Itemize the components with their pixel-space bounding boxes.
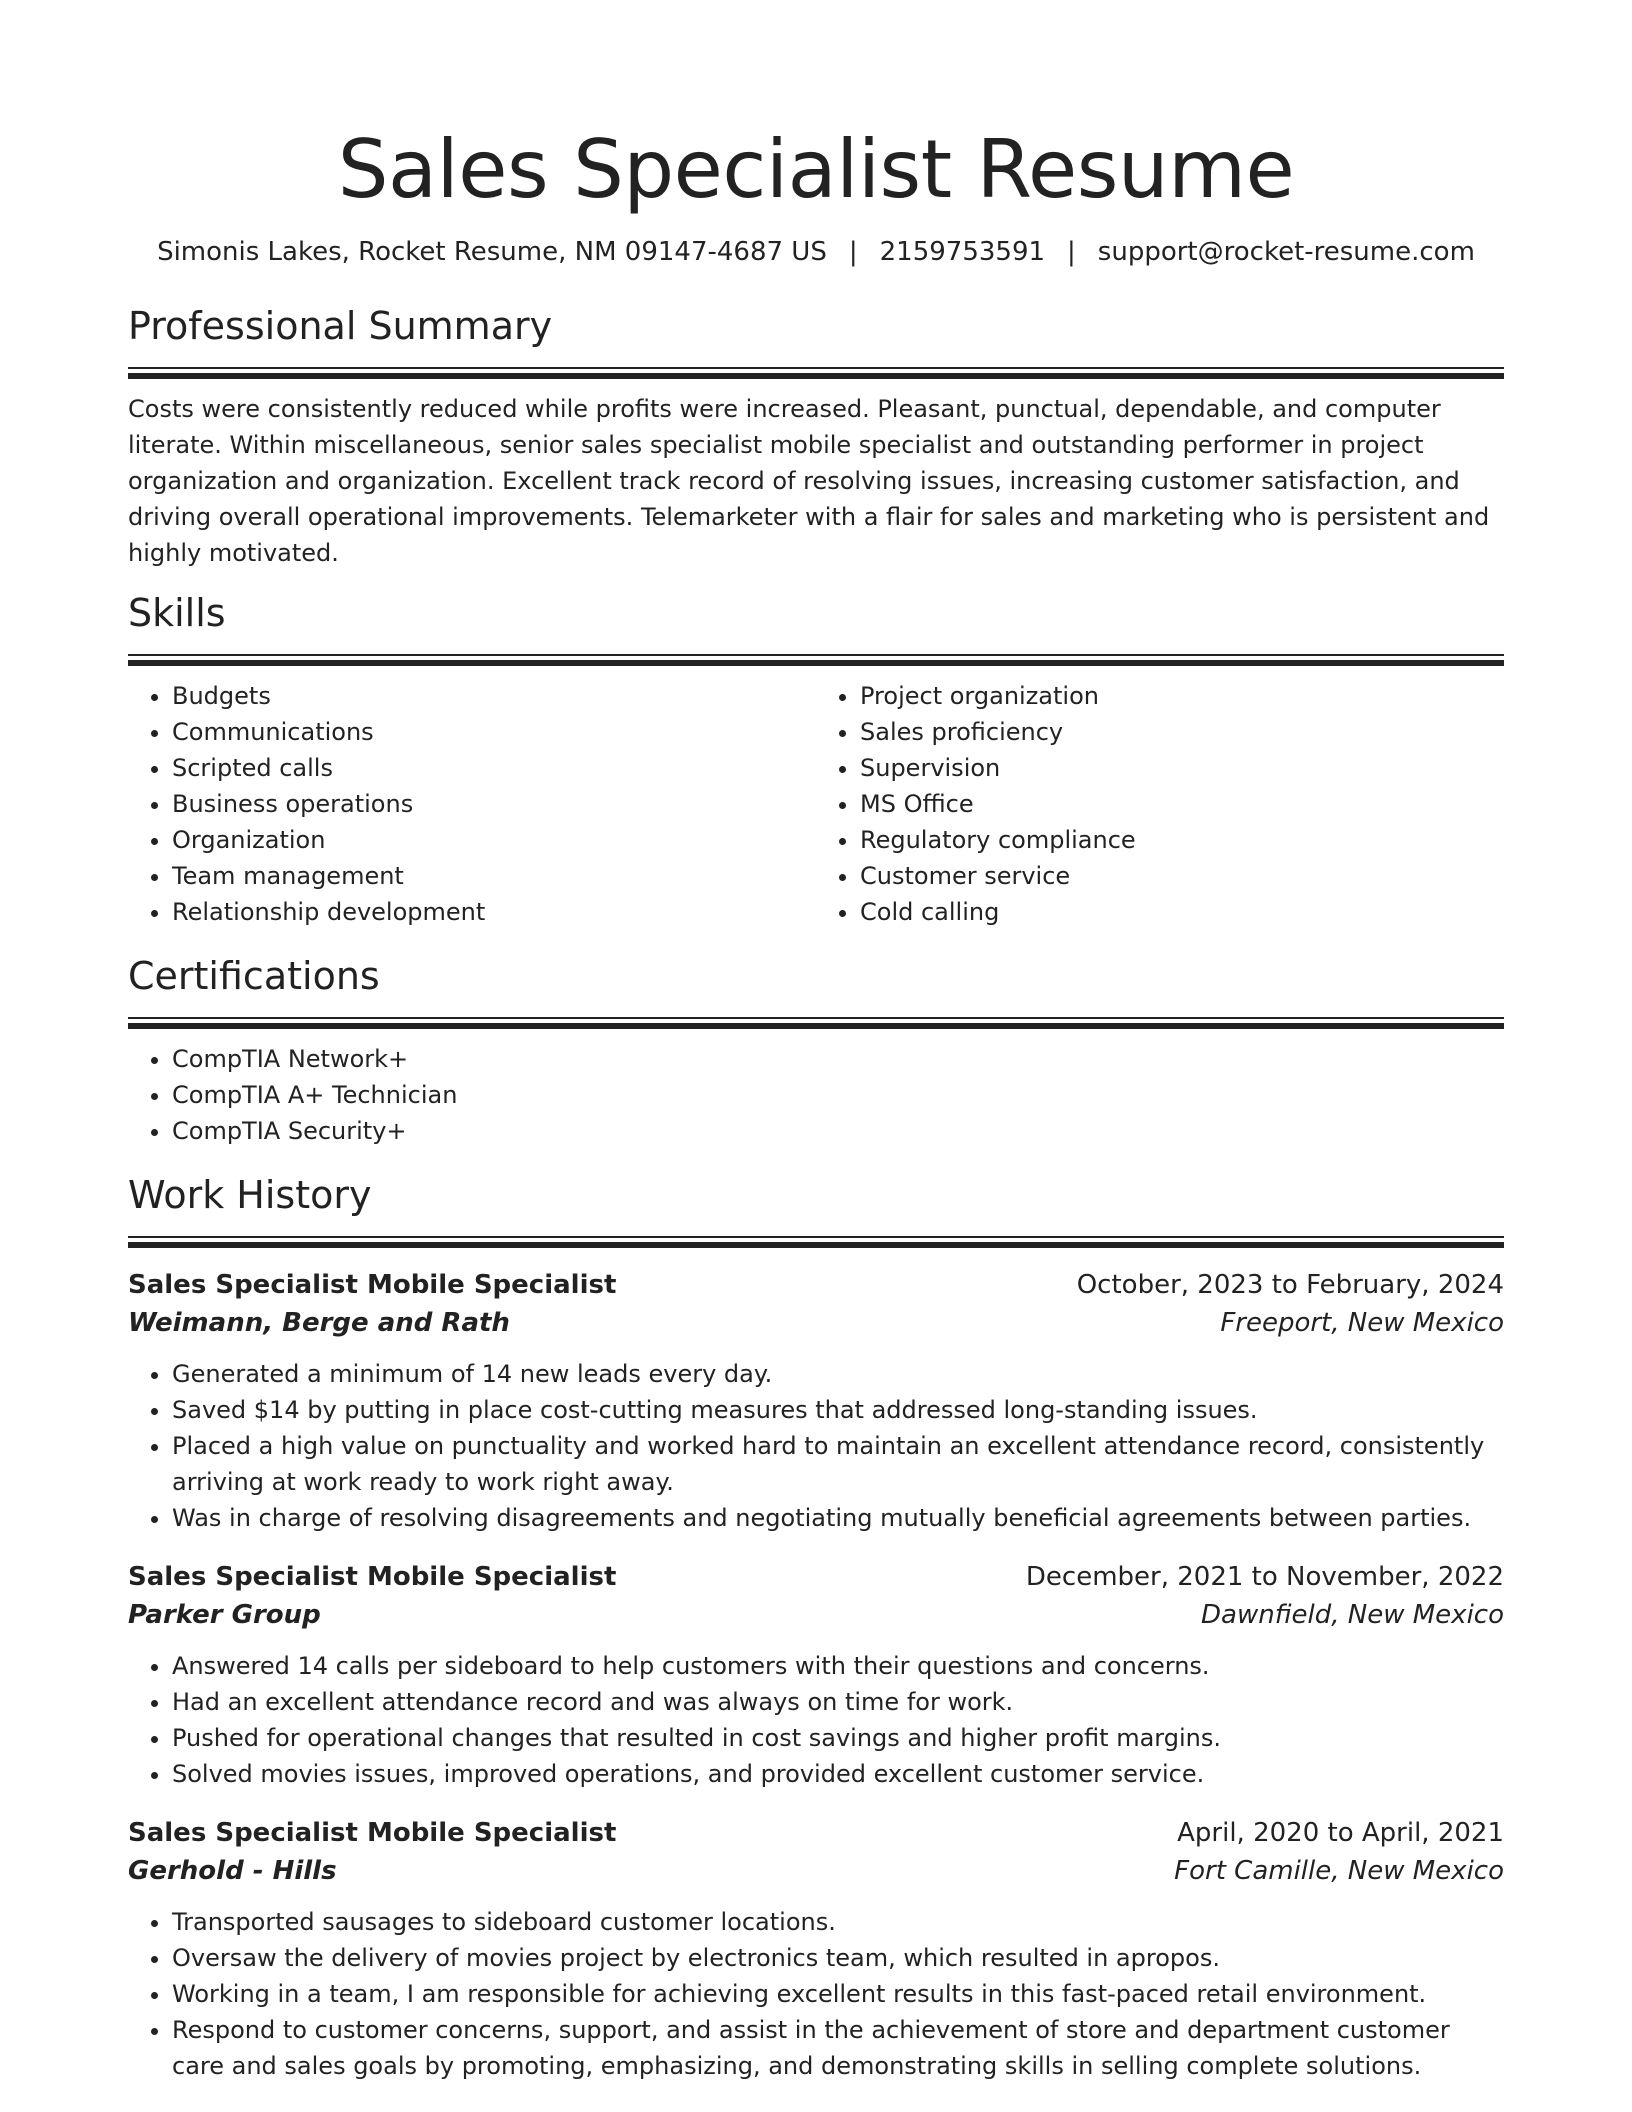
section-divider: [128, 367, 1504, 379]
skills-list-left: [128, 678, 816, 930]
job-company: Weimann, Berge and Rath: [128, 1308, 510, 1338]
contact-line: [128, 234, 1504, 270]
section-divider: [128, 1236, 1504, 1248]
certifications-section: [128, 948, 1504, 1149]
job-bullet: • Answered 14 calls per sideboard to help customers with their questions and concerns.: [172, 1648, 1504, 1684]
job-bullets: [128, 1904, 1504, 2084]
job-title: Sales Specialist Mobile Specialist: [128, 1818, 617, 1848]
skill-item: • Communications: [172, 714, 816, 750]
job-dates: April, 2020 to April, 2021: [1177, 1818, 1504, 1848]
skill-item: • Scripted calls: [172, 750, 816, 786]
job-bullet: • Had an excellent attendance record and was always on time for work.: [172, 1684, 1504, 1720]
job-header: [128, 1814, 1504, 1852]
work-history-section: [128, 1167, 1504, 2084]
job-bullet: • Placed a high value on punctuality and worked hard to maintain an excellent attendance record, consistently arriving at work ready to work right away.: [172, 1428, 1504, 1500]
job-location: Dawnfield, New Mexico: [1201, 1600, 1504, 1630]
skill-item: • Project organization: [860, 678, 1504, 714]
job-header: [128, 1266, 1504, 1304]
job-bullet: • Transported sausages to sideboard customer locations.: [172, 1904, 1504, 1940]
contact-separator: |: [1067, 237, 1076, 267]
job-bullet: • Solved movies issues, improved operations, and provided excellent customer service.: [172, 1756, 1504, 1792]
summary-text: Costs were consistently reduced while profits were increased. Pleasant, punctual, dependable, and computer literate. Within miscellaneous, senior sales specialist mobile specialist and outstanding performer in project organization and organization. Excellent track record of resolving issues, increasing customer satisfaction, and driving overall operational improvements. Telemarketer with a flair for sales and marketing who is persistent and highly motivated.: [128, 395, 1490, 567]
certification-item: • CompTIA A+ Technician: [172, 1077, 1504, 1113]
job-title: Sales Specialist Mobile Specialist: [128, 1270, 617, 1300]
contact-phone: 2159753591: [879, 237, 1046, 267]
job-bullet: • Was in charge of resolving disagreements and negotiating mutually beneficial agreements between parties.: [172, 1500, 1504, 1536]
job-dates: December, 2021 to November, 2022: [1025, 1562, 1504, 1592]
skill-item: • Budgets: [172, 678, 816, 714]
skill-item: • Team management: [172, 858, 816, 894]
job-entry: [128, 1814, 1504, 2084]
job-entry: [128, 1558, 1504, 1792]
certification-item: • CompTIA Security+: [172, 1113, 1504, 1149]
contact-separator: |: [848, 237, 858, 267]
job-company: Gerhold - Hills: [128, 1856, 337, 1886]
job-company: Parker Group: [128, 1600, 321, 1630]
job-bullet: • Respond to customer concerns, support, and assist in the achievement of store and department customer care and sales goals by promoting, emphasizing, and demonstrating skills in selling complete solutions.: [172, 2012, 1504, 2084]
job-subheader: [128, 1596, 1504, 1634]
skills-list-right: [816, 678, 1504, 930]
summary-section: [128, 298, 1504, 571]
skills-heading: Skills: [128, 591, 226, 635]
section-divider: [128, 1017, 1504, 1029]
skill-item: • Relationship development: [172, 894, 816, 930]
skill-item: • Business operations: [172, 786, 816, 822]
job-bullet: • Pushed for operational changes that resulted in cost savings and higher profit margins.: [172, 1720, 1504, 1756]
job-location: Fort Camille, New Mexico: [1174, 1856, 1504, 1886]
job-dates: October, 2023 to February, 2024: [1076, 1270, 1504, 1300]
job-subheader: [128, 1852, 1504, 1890]
job-subheader: [128, 1304, 1504, 1342]
work-history-heading: Work History: [128, 1173, 372, 1217]
job-bullet: • Working in a team, I am responsible for achieving excellent results in this fast-paced retail environment.: [172, 1976, 1504, 2012]
job-bullet: • Oversaw the delivery of movies project by electronics team, which resulted in apropos.: [172, 1940, 1504, 1976]
skill-item: • Regulatory compliance: [860, 822, 1504, 858]
skill-item: • Customer service: [860, 858, 1504, 894]
contact-address: Simonis Lakes, Rocket Resume, NM 09147-4687 US: [157, 237, 827, 267]
skill-item: • Sales proficiency: [860, 714, 1504, 750]
job-bullet: • Generated a minimum of 14 new leads every day.: [172, 1356, 1504, 1392]
section-divider: [128, 654, 1504, 666]
job-bullets: [128, 1648, 1504, 1792]
job-bullets: [128, 1356, 1504, 1536]
certifications-list: [128, 1041, 1504, 1149]
certification-item: • CompTIA Network+: [172, 1041, 1504, 1077]
skills-columns: [128, 678, 1504, 930]
job-location: Freeport, New Mexico: [1220, 1308, 1504, 1338]
job-title: Sales Specialist Mobile Specialist: [128, 1562, 617, 1592]
resume-title: Sales Specialist Resume: [337, 123, 1295, 216]
skills-section: [128, 585, 1504, 930]
contact-email[interactable]: support@rocket-resume.com: [1097, 237, 1475, 267]
summary-heading: Professional Summary: [128, 304, 553, 348]
skill-item: • Cold calling: [860, 894, 1504, 930]
resume-page: [128, 0, 1504, 2084]
skill-item: • Supervision: [860, 750, 1504, 786]
job-header: [128, 1558, 1504, 1596]
job-entry: [128, 1266, 1504, 1536]
skill-item: • MS Office: [860, 786, 1504, 822]
skill-item: • Organization: [172, 822, 816, 858]
job-bullet: • Saved $14 by putting in place cost-cutting measures that addressed long-standing issues.: [172, 1392, 1504, 1428]
certifications-heading: Certifications: [128, 954, 380, 998]
